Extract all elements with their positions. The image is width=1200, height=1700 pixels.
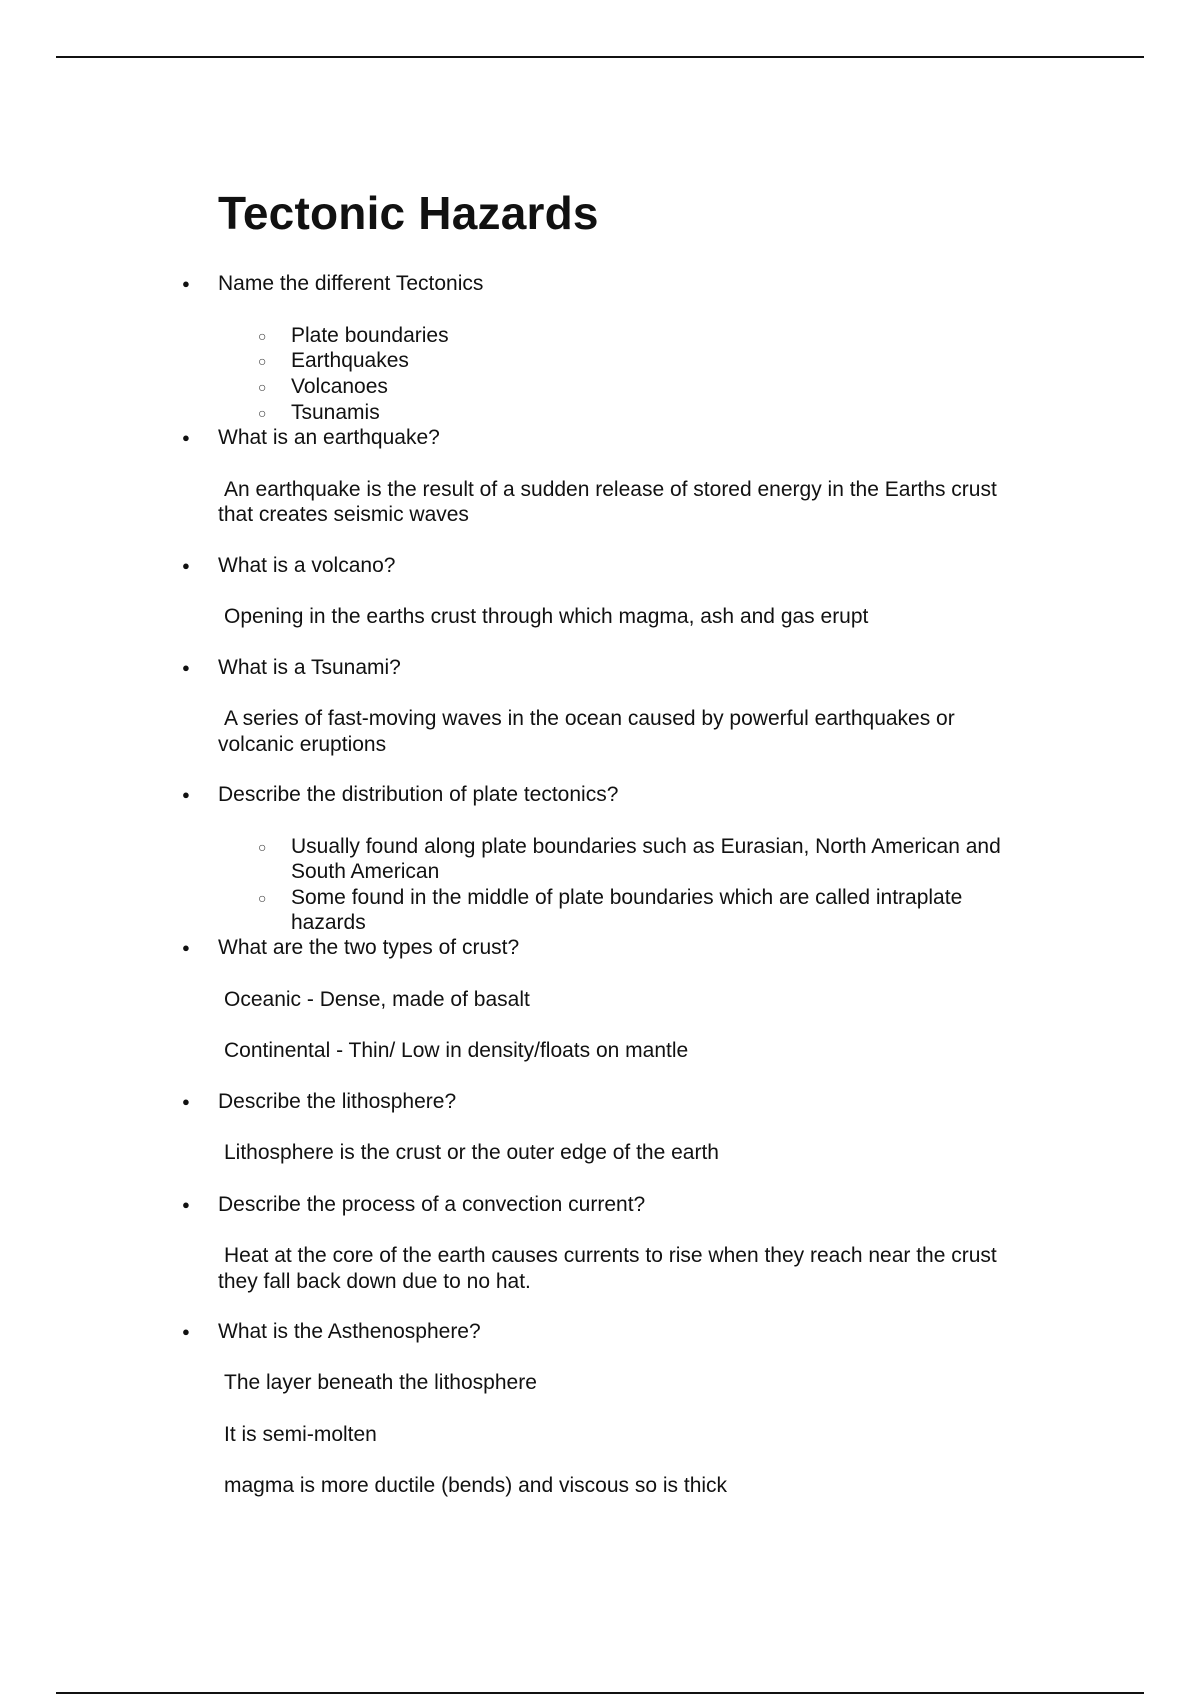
- answer-continental: Continental - Thin/ Low in density/floats on mantle: [224, 1039, 689, 1062]
- question-distribution: ● Describe the distribution of plate tectonics?: [218, 782, 618, 808]
- answer-volcano: Opening in the earths crust through which magma, ash and gas erupt: [224, 605, 869, 628]
- list-item-intraplate: ○ Some found in the middle of plate boundaries which are called intraplate: [291, 885, 962, 911]
- question-name-tectonics: ● Name the different Tectonics: [218, 271, 483, 297]
- list-item-plate-boundaries-found: ○ Usually found along plate boundaries such as Eurasian, North American and: [291, 834, 1001, 860]
- answer-asthenosphere-line-1: The layer beneath the lithosphere: [224, 1371, 537, 1394]
- question-volcano: ● What is a volcano?: [218, 553, 395, 579]
- top-rule: [56, 56, 1144, 58]
- answer-asthenosphere-line-3: magma is more ductile (bends) and viscous so is thick: [224, 1474, 728, 1497]
- list-item-plate-boundaries-found-cont: South American: [291, 860, 440, 883]
- question-asthenosphere: ● What is the Asthenosphere?: [218, 1319, 481, 1345]
- question-lithosphere: ● Describe the lithosphere?: [218, 1089, 456, 1115]
- list-item-tsunamis: ○ Tsunamis: [291, 400, 380, 426]
- list-item-intraplate-cont: hazards: [291, 911, 366, 934]
- question-convection: ● Describe the process of a convection current?: [218, 1192, 645, 1218]
- answer-asthenosphere-line-2: It is semi-molten: [224, 1423, 377, 1446]
- answer-earthquake-line-2: that creates seismic waves: [218, 503, 469, 526]
- answer-convection-line-2: they fall back down due to no hat.: [218, 1270, 531, 1293]
- answer-oceanic: Oceanic - Dense, made of basalt: [224, 988, 530, 1011]
- answer-convection-line-1: Heat at the core of the earth causes currents to rise when they reach near the crust: [224, 1244, 997, 1267]
- answer-tsunami-line-2: volcanic eruptions: [218, 733, 387, 756]
- answer-tsunami-line-1: A series of fast-moving waves in the ocean caused by powerful earthquakes or: [224, 707, 955, 730]
- list-item-earthquakes: ○ Earthquakes: [291, 348, 409, 374]
- bottom-rule: [56, 1692, 1144, 1694]
- page-title: Tectonic Hazards: [218, 187, 599, 239]
- list-item-volcanoes: ○ Volcanoes: [291, 374, 388, 400]
- question-crust-types: ● What are the two types of crust?: [218, 935, 519, 961]
- answer-lithosphere: Lithosphere is the crust or the outer edge of the earth: [224, 1141, 719, 1164]
- question-earthquake: ● What is an earthquake?: [218, 425, 440, 451]
- list-item-plate-boundaries: ○ Plate boundaries: [291, 323, 449, 349]
- question-tsunami: ● What is a Tsunami?: [218, 655, 401, 681]
- answer-earthquake-line-1: An earthquake is the result of a sudden release of stored energy in the Earths crust: [224, 478, 997, 501]
